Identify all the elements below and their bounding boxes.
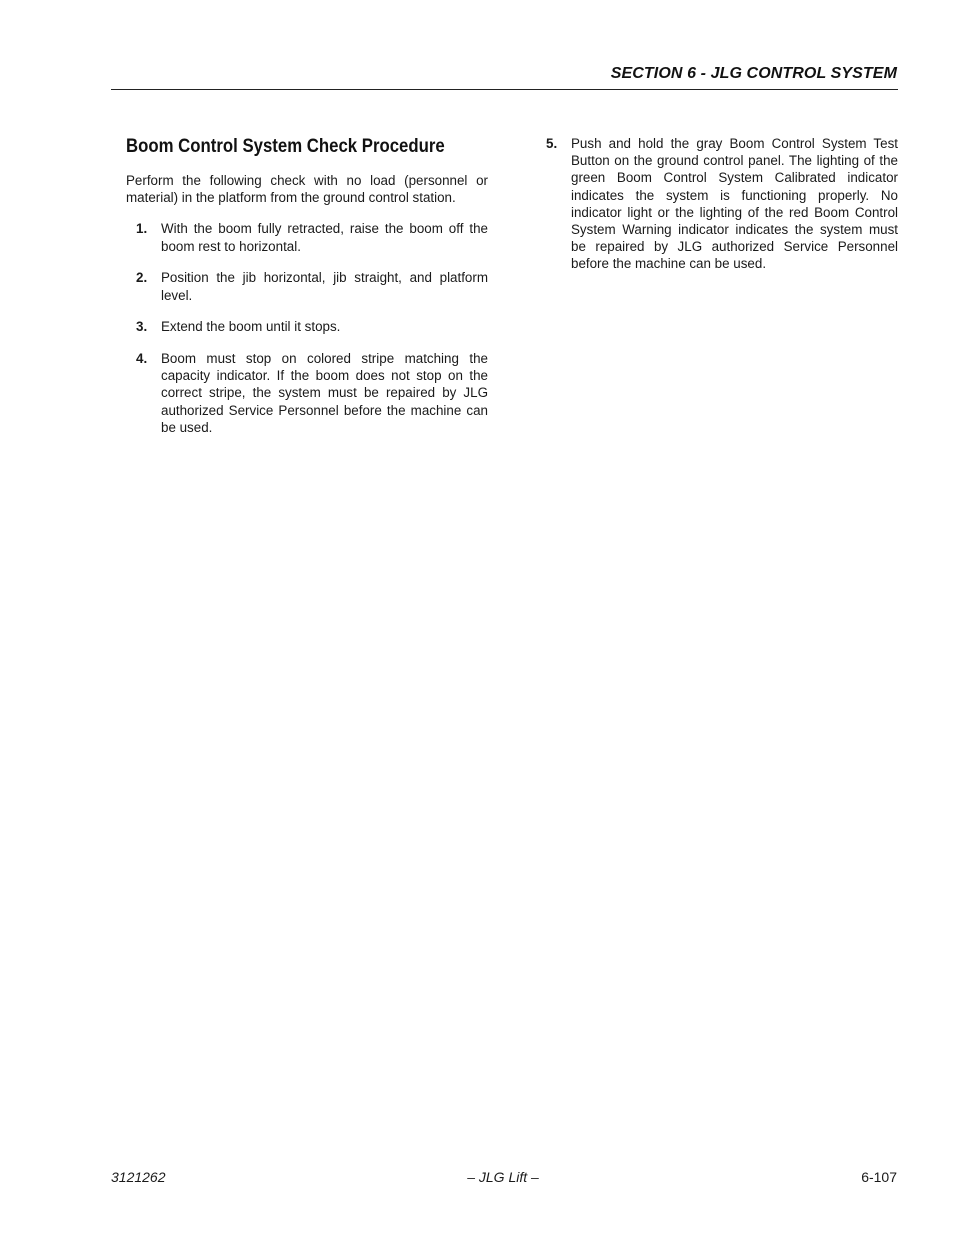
step-number: 1. [136,221,148,237]
step-number: 4. [136,350,148,366]
section-title: SECTION 6 - JLG CONTROL SYSTEM [610,65,897,82]
procedure-heading: Boom Control System Check Procedure [126,135,445,157]
steps-list [126,220,488,436]
step-text: With the boom fully retracted, raise the boom off the boom rest to horizontal. [161,221,488,254]
footer-doc-number: 3121262 [111,1169,166,1185]
step-number: 2. [136,270,148,286]
step-number: 5. [546,136,558,151]
step-item-2 [126,269,488,303]
steps-list-continued [546,135,898,273]
step-item-5 [546,135,898,273]
left-column [126,134,488,450]
step-text: Extend the boom until it stops. [161,319,341,335]
step-number: 3. [136,319,148,335]
step-text: Push and hold the gray Boom Control System Test Button on the ground control panel. The lighting of the green Boom Control System Calibrated indicator indicates the system is functioning properly. No indicator light or the lighting of the red Boom Control System Warning indicator indicates the system must be repaired by JLG authorized Service Personnel before the machine can be used. [571,136,898,272]
step-text: Position the jib horizontal, jib straight, and platform level. [161,270,488,303]
right-column [546,135,898,287]
step-item-4 [126,350,488,436]
step-item-1 [126,220,488,254]
intro-paragraph: Perform the following check with no load (personnel or material) in the platform from the ground control station. [126,173,488,206]
header-rule [111,89,898,90]
footer-page-number: 6-107 [861,1169,897,1185]
footer-publisher: – JLG Lift – [467,1169,539,1185]
step-item-3 [126,318,488,335]
step-text: Boom must stop on colored stripe matching the capacity indicator. If the boom does not stop on the correct stripe, the system must be repaired by JLG authorized Service Personnel before the machine can be used. [161,350,488,435]
